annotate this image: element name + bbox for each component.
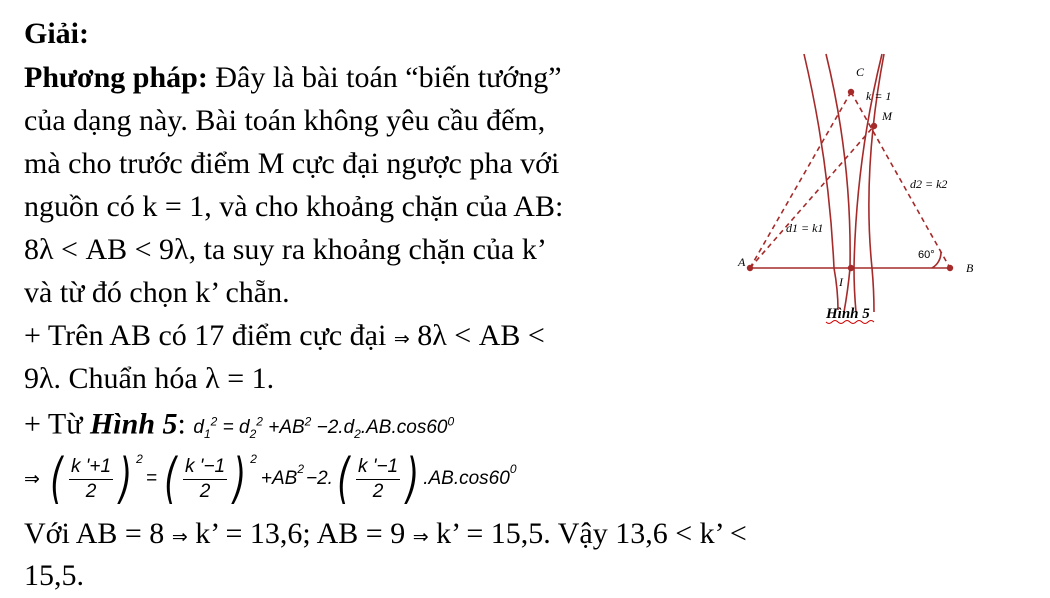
text-line-5: và từ đó chọn k’ chẵn. (24, 276, 290, 309)
label-M: M (882, 109, 892, 123)
hyperbola-left-branch (804, 54, 838, 310)
result-line (24, 514, 747, 557)
label-angle: 60° (918, 249, 935, 261)
label-d2: d2 = k2 (910, 177, 948, 191)
formula-substituted (24, 446, 517, 512)
step1-cont: 9λ. Chuẩn hóa λ = 1. (24, 362, 275, 395)
formula-cosine-law: $d_1^2 = d_2^2 +AB^2 -2.d_2.AB.\cos 60^0$ (193, 415, 455, 442)
implies-arrow-3: ⇒ (171, 526, 188, 548)
method-label: Phương pháp: (24, 61, 208, 94)
step2-colon: : (177, 407, 186, 441)
segment-AC (750, 92, 851, 268)
label-C: C (856, 65, 865, 79)
point-A (747, 265, 753, 271)
step2-text: + Từ (24, 407, 83, 441)
step1-ineq: 8λ < AB < (417, 319, 545, 352)
point-M (871, 123, 877, 129)
step1-text: + Trên AB có 17 điểm cực đại (24, 319, 387, 352)
result-a: Với AB = 8 (24, 517, 165, 550)
point-C (848, 89, 854, 95)
text-line-1: của dạng này. Bài toán không yêu cầu đếm, (24, 104, 546, 137)
text-line-4: 8λ < AB < 9λ, ta suy ra khoảng chặn của k’ (24, 233, 547, 266)
hyperbola-center-left (826, 54, 850, 312)
label-A: A (738, 255, 746, 269)
text-line-2: mà cho trước điểm M cực đại ngược pha với (24, 147, 560, 180)
implies-arrow: ⇒ (393, 328, 410, 350)
step1-line (24, 316, 545, 359)
point-B (947, 265, 953, 271)
formula-frac-expression: ( $\frac{k '+1}{2}$ ) 2 = ( $\frac{k '-1}{2}$ ) 2 +AB 2 −2. ( $\frac{k '-1}{2}$ ) .AB.cos60 0 (50, 447, 517, 510)
result-b: k’ = 13,6; AB = 9 (195, 517, 406, 550)
label-d1: d1 = k1 (786, 221, 824, 235)
point-I (848, 265, 854, 271)
result-cont: 15,5. (24, 559, 84, 592)
text-line-0: Đây là bài toán “biến tướng” (207, 61, 562, 94)
method-line (24, 58, 562, 98)
figure-5 (734, 50, 1034, 340)
label-B: B (966, 261, 974, 275)
text-line-3: nguồn có k = 1, và cho khoảng chặn của AB: (24, 190, 564, 223)
label-k: k = 1 (866, 89, 892, 103)
implies-arrow-4: ⇒ (412, 526, 429, 548)
step2-figure-ref: Hình 5 (89, 407, 178, 441)
result-c: k’ = 15,5. Vậy 13,6 < k’ < (436, 517, 747, 550)
implies-arrow-2: ⇒ (24, 468, 40, 490)
figure-caption: Hình 5 (826, 306, 870, 322)
heading: Giải: (24, 17, 89, 50)
label-I: I (839, 275, 843, 289)
